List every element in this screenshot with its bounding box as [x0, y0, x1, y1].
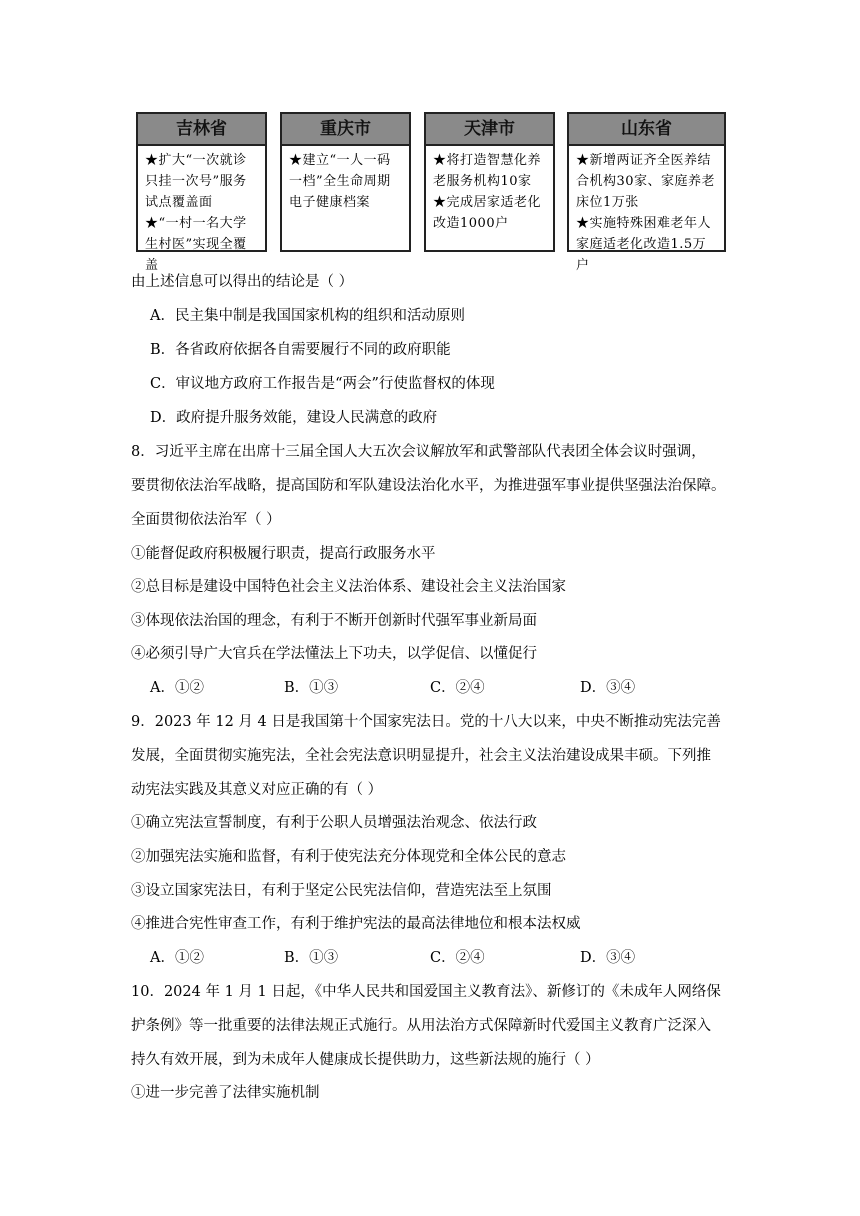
card-title: 山东省 — [569, 114, 724, 146]
card-body — [426, 146, 553, 234]
card-chongqing — [280, 112, 411, 252]
q9-stem-line2: 发展，全面贯彻实施宪法，全社会宪法意识明显提升，社会主义法治建设成果丰硕。下列推 — [131, 748, 711, 764]
card-line: 试点覆盖面 — [145, 195, 213, 210]
q9-statement-2: ②加强宪法实施和监督，有利于使宪法充分体现党和全体公民的意志 — [131, 849, 566, 865]
q10-stem-line3: 持久有效开展，到为未成年人健康成长提供助力，这些新法规的施行（ ） — [131, 1052, 600, 1068]
q7-option-b: B．各省政府依据各自需要履行不同的政府职能 — [150, 342, 451, 358]
q9-statement-3: ③设立国家宪法日，有利于坚定公民宪法信仰，营造宪法至上氛围 — [131, 883, 552, 899]
card-line: ★扩大“一次就诊 — [145, 153, 247, 168]
card-line: 电子健康档案 — [289, 195, 371, 210]
card-line: ★实施特殊困难老年人 — [576, 216, 712, 231]
card-line: 老服务机构10家 — [433, 174, 532, 189]
card-tianjin — [424, 112, 555, 252]
q8-statement-2: ②总目标是建设中国特色社会主义法治体系、建设社会主义法治国家 — [131, 579, 566, 595]
card-line: ★建立“一人一码 — [289, 153, 391, 168]
q9-option-c: C．②④ — [430, 950, 485, 966]
q8-statement-1: ①能督促政府积极履行职责，提高行政服务水平 — [131, 546, 436, 562]
q7-option-a: A．民主集中制是我国国家机构的组织和活动原则 — [150, 308, 465, 324]
card-line: ★将打造智慧化养 — [433, 153, 542, 168]
card-shandong — [567, 112, 726, 273]
q7-stem: 由上述信息可以得出的结论是（ ） — [131, 274, 354, 290]
q10-stem-line1: 10．2024 年 1 月 1 日起，《中华人民共和国爱国主义教育法》、新修订的《未成年人网络保 — [131, 984, 721, 1000]
q9-stem-line3: 动宪法实践及其意义对应正确的有（ ） — [131, 782, 383, 798]
card-line: 盖 — [145, 258, 159, 273]
q8-stem-line3: 全面贯彻依法治军（ ） — [131, 512, 281, 528]
q9-stem-line1: 9．2023 年 12 月 4 日是我国第十个国家宪法日。党的十八大以来，中央不断推动宪法完善 — [131, 714, 721, 730]
q8-stem-line1: 8．习近平主席在出席十三届全国人大五次会议解放军和武警部队代表团全体会议时强调， — [131, 444, 706, 460]
card-body — [569, 146, 724, 276]
q8-statement-4: ④必须引导广大官兵在学法懂法上下功夫，以学促信、以懂促行 — [131, 646, 537, 662]
q8-option-d: D．③④ — [580, 680, 636, 696]
q9-statement-1: ①确立宪法宣誓制度，有利于公职人员增强法治观念、依法行政 — [131, 815, 537, 831]
card-line: 一档”全生命周期 — [289, 174, 391, 189]
q9-option-d: D．③④ — [580, 950, 636, 966]
card-line: ★“一村一名大学 — [145, 216, 247, 231]
q9-option-b: B．①③ — [284, 950, 339, 966]
card-line: 只挂一次号”服务 — [145, 174, 247, 189]
q8-option-a: A．①② — [150, 680, 204, 696]
card-body — [138, 146, 265, 276]
q8-option-c: C．②④ — [430, 680, 485, 696]
card-line: 家庭适老化改造1.5万 — [576, 237, 707, 252]
card-line: 户 — [576, 258, 590, 273]
card-title: 吉林省 — [138, 114, 265, 146]
card-line: ★新增两证齐全医养结 — [576, 153, 712, 168]
card-line: 床位1万张 — [576, 195, 639, 210]
q7-option-c: C．审议地方政府工作报告是“两会”行使监督权的体现 — [150, 376, 495, 392]
q7-option-d: D．政府提升服务效能，建设人民满意的政府 — [150, 410, 438, 426]
card-jilin — [136, 112, 267, 273]
q10-statement-1: ①进一步完善了法律实施机制 — [131, 1085, 320, 1101]
card-line: 合机构30家、家庭养老 — [576, 174, 716, 189]
q8-option-b: B．①③ — [284, 680, 339, 696]
q9-statement-4: ④推进合宪性审查工作，有利于维护宪法的最高法律地位和根本法权威 — [131, 916, 581, 932]
q10-stem-line2: 护条例》等一批重要的法律法规正式施行。从用法治方式保障新时代爱国主义教育广泛深入 — [131, 1018, 711, 1034]
card-body — [282, 146, 409, 213]
card-line: ★完成居家适老化 — [433, 195, 542, 210]
q8-statement-3: ③体现依法治国的理念，有利于不断开创新时代强军事业新局面 — [131, 613, 537, 629]
province-cards — [136, 112, 726, 273]
card-title: 重庆市 — [282, 114, 409, 146]
q9-option-a: A．①② — [150, 950, 204, 966]
card-line: 生村医”实现全覆 — [145, 237, 247, 252]
card-line: 改造1000户 — [433, 216, 509, 231]
q8-stem-line2: 要贯彻依法治军战略，提高国防和军队建设法治化水平，为推进强军事业提供坚强法治保障。 — [131, 478, 726, 494]
card-title: 天津市 — [426, 114, 553, 146]
